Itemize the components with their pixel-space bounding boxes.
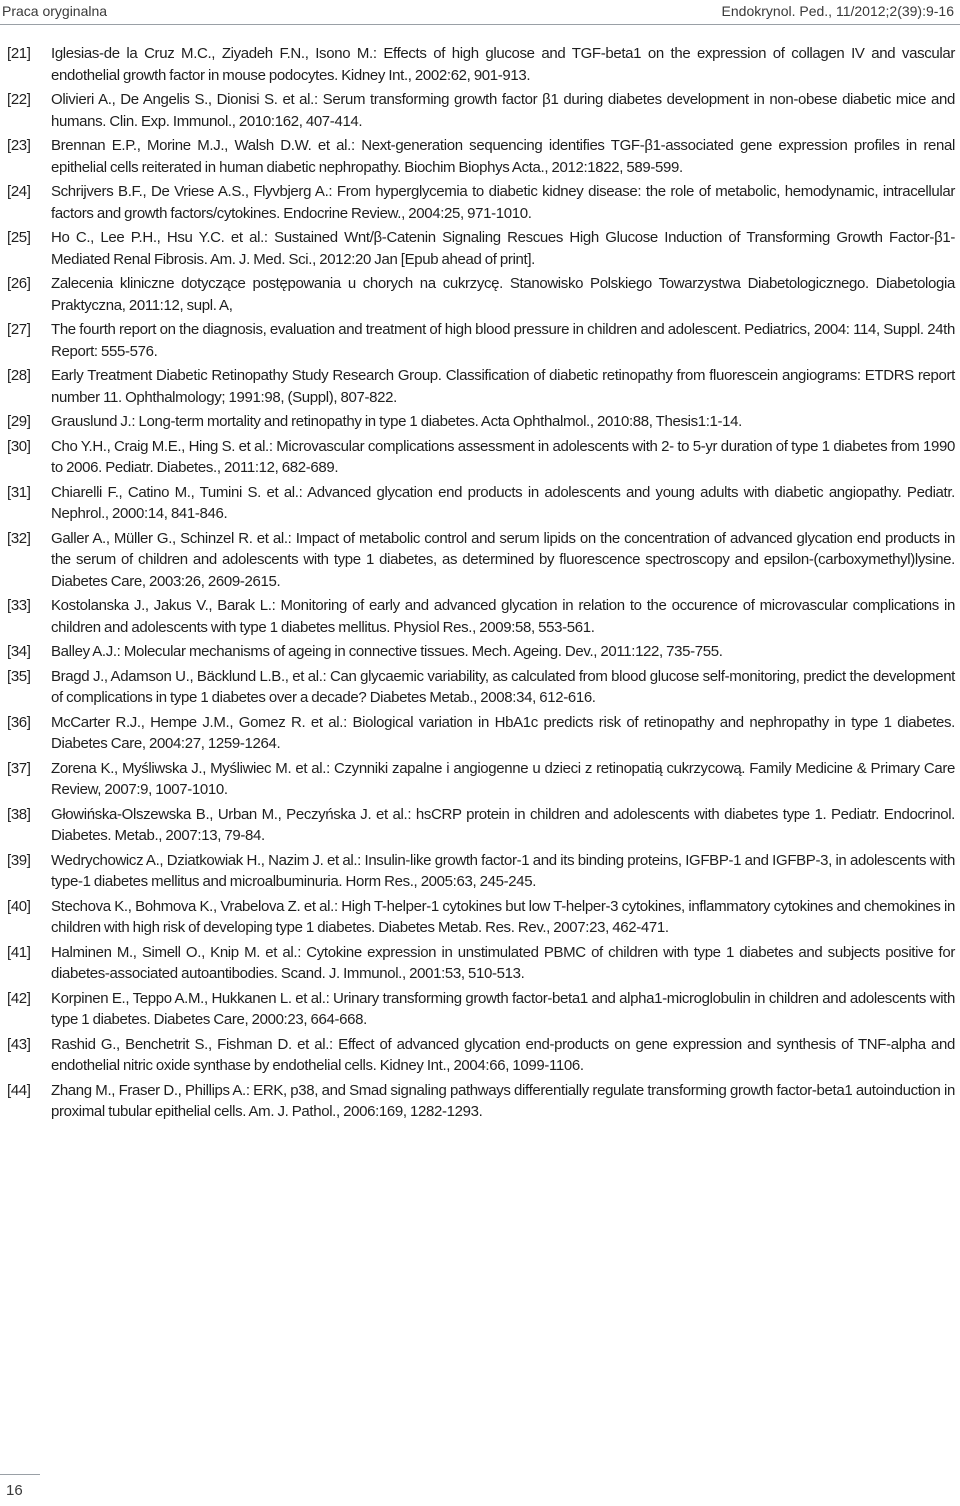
reference-item [7,804,955,847]
reference-item [7,666,955,709]
reference-number: [31] [7,483,31,501]
page-number: 16 [6,1482,23,1499]
reference-number: [42] [7,989,31,1007]
reference-text: Balley A.J.: Molecular mechanisms of ageing in connective tissues. Mech. Ageing. Dev., 2011:122, 735-755. [51,643,723,660]
reference-number: [33] [7,597,31,614]
reference-item [7,988,955,1031]
reference-text: Halminen M., Simell O., Knip M. et al.: Cytokine expression in unstimulated PBMC of children with type 1 diabetes and subjects positive for diabetes-associated autoantibodies. Scand. J. Immunol., 2001:53, 510-513. [51,943,955,982]
reference-item [7,135,955,178]
reference-item [7,411,955,433]
reference-text: Korpinen E., Teppo A.M., Hukkanen L. et al.: Urinary transforming growth factor-beta1 and alpha1-microglobulin in children and adolescents with type 1 diabetes. Diabetes Care, 2000:23, 664-668. [51,989,955,1028]
reference-number: [22] [7,91,31,108]
reference-number: [21] [7,45,31,62]
reference-number: [39] [7,851,31,869]
reference-item [7,43,955,86]
reference-item [7,1080,955,1123]
reference-number: [32] [7,529,31,547]
reference-item [7,712,955,755]
reference-text: Stechova K., Bohmova K., Vrabelova Z. et al.: High T-helper-1 cytokines but low T-helper-3 cytokines, inflammatory cytokines and chemokines in children with high risk of developing type 1 diabetes. Diabetes Metab. Res. Rev., 2007:23, 462-471. [51,897,955,936]
reference-text: Iglesias-de la Cruz M.C., Ziyadeh F.N., Isono M.: Effects of high glucose and TGF-beta1 on the expression of collagen IV and vascular endothelial growth factor in mouse podocytes. Kidney Int., 2002:62, 901-913. [51,45,955,84]
reference-item [7,641,955,663]
reference-text: Głowińska-Olszewska B., Urban M., Peczyńska J. et al.: hsCRP protein in children and adolescents with diabetes type 1. Pediatr. Endocrinol. Diabetes. Metab., 2007:13, 79-84. [51,805,955,844]
reference-item [7,850,955,893]
reference-text: Grauslund J.: Long-term mortality and retinopathy in type 1 diabetes. Acta Ophthalmol., 2010:88, Thesis1:1-14. [51,413,742,430]
page-header [0,0,960,25]
reference-item [7,482,955,525]
reference-text: The fourth report on the diagnosis, evaluation and treatment of high blood pressure in children and adolescent. Pediatrics, 2004: 114, Suppl. 24th Report: 555-576. [51,321,955,360]
reference-item [7,1034,955,1077]
reference-text: Cho Y.H., Craig M.E., Hing S. et al.: Microvascular complications assessment in adolescents with 2- to 5-yr duration of type 1 diabetes from 1990 to 2006. Pediatr. Diabetes., 2011:12, 682-689. [51,437,955,476]
reference-item [7,528,955,593]
reference-number: [28] [7,367,31,384]
reference-item [7,942,955,985]
reference-number: [29] [7,413,31,430]
reference-item [7,89,955,132]
reference-item [7,273,955,316]
reference-number: [26] [7,275,31,292]
reference-text: Bragd J., Adamson U., Bäcklund L.B., et al.: Can glycaemic variability, as calculated from blood glucose self-monitoring, predict the development of complications in type 1 diabetes over a decade? Diabetes Metab., 2008:34, 612-616. [51,667,955,706]
reference-item [7,758,955,801]
reference-number: [40] [7,897,31,915]
header-section-label: Praca oryginalna [2,3,108,19]
reference-text: Olivieri A., De Angelis S., Dionisi S. et al.: Serum transforming growth factor β1 during diabetes development in non-obese diabetic mice and humans. Clin. Exp. Immunol., 2010:162, 407-414. [51,91,955,130]
reference-text: Zhang M., Fraser D., Phillips A.: ERK, p38, and Smad signaling pathways differentially regulate transforming growth factor-beta1 autoinduction in proximal tubular epithelial cells. Am. J. Pathol., 2006:169, 1282-1293. [51,1081,955,1120]
reference-text: Brennan E.P., Morine M.J., Walsh D.W. et al.: Next-generation sequencing identifies TGF-β1-associated gene expression profiles in renal epithelial cells reiterated in human diabetic nephropathy. Biochim Biophys Acta., 2012:1822, 589-599. [51,137,955,176]
reference-number: [30] [7,437,31,455]
reference-number: [44] [7,1081,31,1099]
reference-item [7,319,955,362]
reference-number: [38] [7,805,31,823]
reference-text: Kostolanska J., Jakus V., Barak L.: Monitoring of early and advanced glycation in relation to the occurence of microvascular complications in children and adolescents with type 1 diabetes mellitus. Physiol Res., 2009:58, 553-561. [51,597,955,636]
reference-number: [24] [7,183,31,200]
header-journal-citation: Endokrynol. Ped., 11/2012;2(39):9-16 [721,3,954,19]
reference-number: [25] [7,229,31,246]
reference-item [7,181,955,224]
reference-item [7,896,955,939]
reference-text: Rashid G., Benchetrit S., Fishman D. et al.: Effect of advanced glycation end-products on gene expression and synthesis of TNF-alpha and endothelial nitric oxide synthase by endothelial cells. Kidney Int., 2004:66, 1099-1106. [51,1035,955,1074]
reference-number: [34] [7,643,31,660]
reference-number: [23] [7,137,31,154]
reference-text: Zalecenia kliniczne dotyczące postępowania u chorych na cukrzycę. Stanowisko Polskiego Towarzystwa Diabetologicznego. Diabetologia Praktyczna, 2011:12, supl. A, [51,275,955,314]
reference-item [7,595,955,638]
reference-text: Chiarelli F., Catino M., Tumini S. et al.: Advanced glycation end products in adolescents and young adults with diabetic angiopathy. Pediatr. Nephrol., 2000:14, 841-846. [51,483,955,522]
reference-text: McCarter R.J., Hempe J.M., Gomez R. et al.: Biological variation in HbA1c predicts risk of retinopathy and nephropathy in type 1 diabetes. Diabetes Care, 2004:27, 1259-1264. [51,713,955,752]
reference-number: [43] [7,1035,31,1053]
reference-number: [37] [7,759,31,777]
reference-number: [27] [7,321,31,338]
reference-text: Galler A., Müller G., Schinzel R. et al.: Impact of metabolic control and serum lipids on the concentration of advanced glycation end products in the serum of children and adolescents with type 1 diabetes, as determined by fluorescence spectroscopy and epsilon-(carboxymethyl)lysine. Diabetes Care, 2003:26, 2609-2615. [51,529,955,590]
reference-item [7,227,955,270]
reference-number: [35] [7,667,31,685]
reference-text: Schrijvers B.F., De Vriese A.S., Flyvbjerg A.: From hyperglycemia to diabetic kidney disease: the role of metabolic, hemodynamic, intracellular factors and growth factors/cytokines. Endocrine Review., 2004:25, 971-1010. [51,183,955,222]
reference-list [7,43,955,1126]
reference-number: [41] [7,943,31,961]
footer-divider [0,1474,40,1475]
reference-number: [36] [7,713,31,731]
reference-text: Wedrychowicz A., Dziatkowiak H., Nazim J. et al.: Insulin-like growth factor-1 and its binding proteins, IGFBP-1 and IGFBP-3, in adolescents with type-1 diabetes mellitus and microalbuminuria. Horm Res., 2005:63, 245-245. [51,851,955,890]
reference-text: Early Treatment Diabetic Retinopathy Study Research Group. Classification of diabetic retinopathy from fluorescein angiograms: ETDRS report number 11. Ophthalmology; 1991:98, (Suppl), 807-822. [51,367,955,406]
reference-text: Zorena K., Myśliwska J., Myśliwiec M. et al.: Czynniki zapalne i angiogenne u dzieci z retinopatią cukrzycową. Family Medicine & Primary Care Review, 2007:9, 1007-1010. [51,759,955,798]
reference-item [7,436,955,479]
reference-text: Ho C., Lee P.H., Hsu Y.C. et al.: Sustained Wnt/β-Catenin Signaling Rescues High Glucose Induction of Transforming Growth Factor-β1-Mediated Renal Fibrosis. Am. J. Med. Sci., 2012:20 Jan [Epub ahead of print]. [51,229,955,268]
reference-item [7,365,955,408]
